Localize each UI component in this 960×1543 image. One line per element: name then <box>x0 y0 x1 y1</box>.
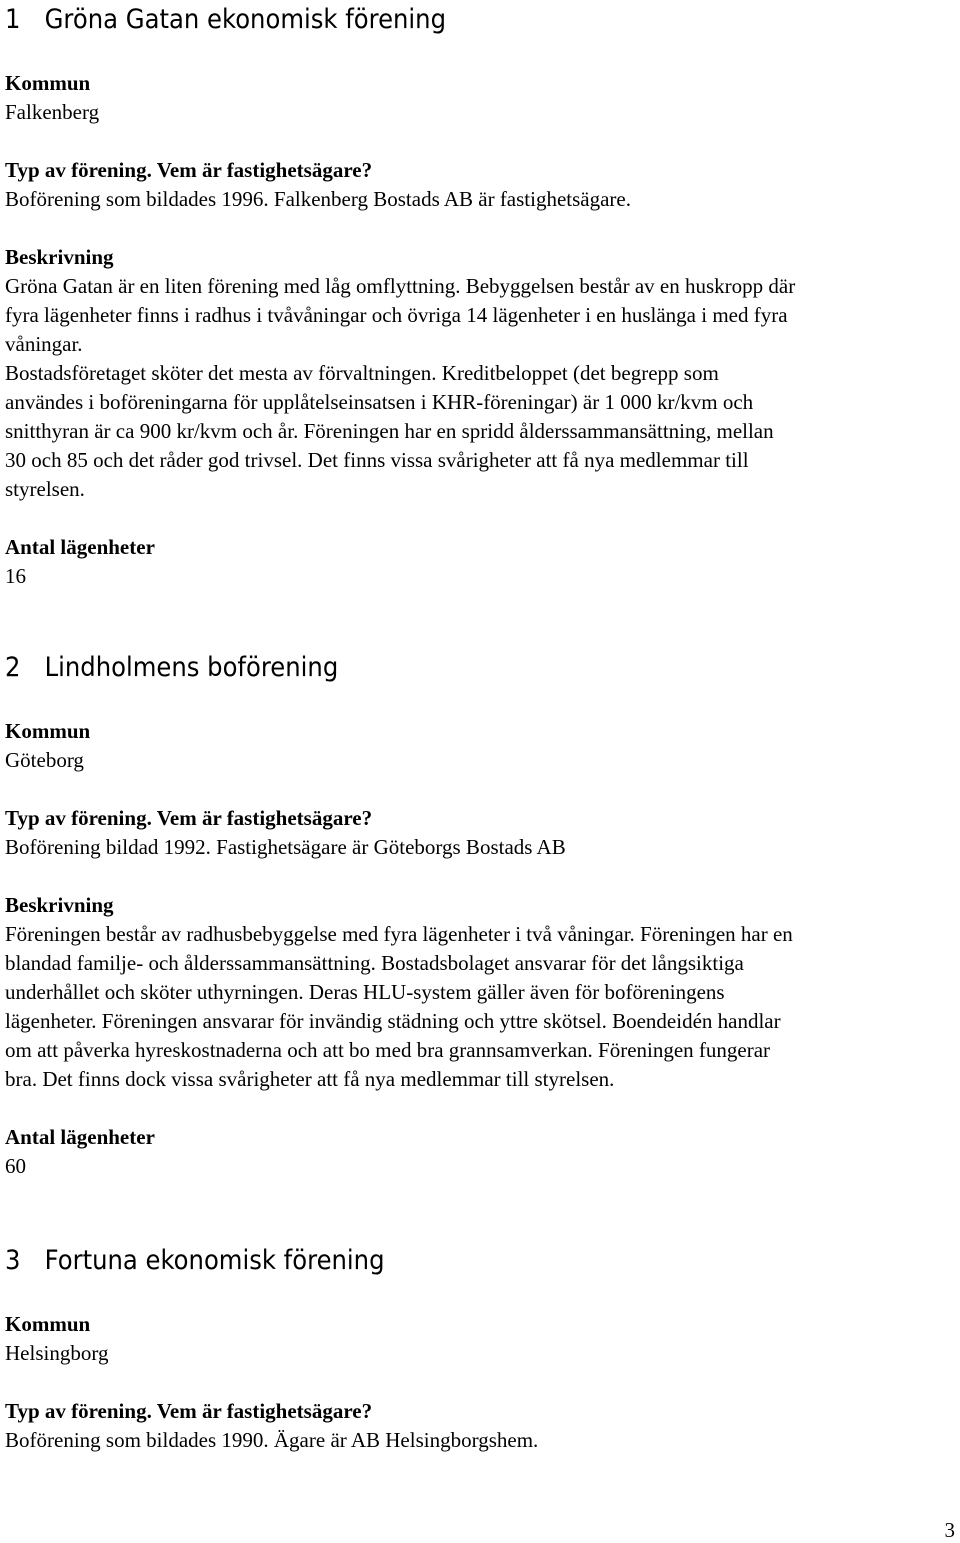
typ-value: Boförening som bildades 1996. Falkenberg Bostads AB är fastighetsägare. <box>5 187 632 211</box>
kommun-value: Göteborg <box>5 748 84 772</box>
beskrivning-text <box>5 920 793 1094</box>
antal-value: 60 <box>5 1154 26 1178</box>
kommun-label: Kommun <box>5 719 91 743</box>
text-line: Bostadsföretaget sköter det mesta av förvaltningen. Kreditbeloppet (det begrepp som <box>5 361 719 385</box>
section-number: 1 <box>5 4 21 35</box>
section-heading <box>5 648 714 688</box>
beskrivning-label: Beskrivning <box>5 245 114 269</box>
text-line: blandad familje- och ålderssammansättning. Bostadsbolaget ansvarar för det långsiktiga <box>5 951 744 975</box>
text-line: Föreningen består av radhusbebyggelse med fyra lägenheter i två våningar. Föreningen har en <box>5 922 793 946</box>
section-1 <box>5 0 795 591</box>
text-line: bra. Det finns dock vissa svårigheter att få nya medlemmar till styrelsen. <box>5 1067 615 1091</box>
beskrivning-text <box>5 272 795 504</box>
text-line: underhållet och sköter uthyrningen. Deras HLU-system gäller även för boföreningens <box>5 980 725 1004</box>
text-line: snitthyran är ca 900 kr/kvm och år. Föreningen har en spridd ålderssammansättning, mellan <box>5 419 774 443</box>
section-title: Fortuna ekonomisk förening <box>44 1245 385 1276</box>
typ-value: Boförening som bildades 1990. Ägare är AB Helsingborgshem. <box>5 1428 539 1452</box>
page-number: 3 <box>944 1518 955 1542</box>
typ-value: Boförening bildad 1992. Fastighetsägare är Göteborgs Bostads AB <box>5 835 566 859</box>
section-2 <box>5 648 793 1181</box>
antal-value: 16 <box>5 564 26 588</box>
typ-label: Typ av förening. Vem är fastighetsägare? <box>5 158 373 182</box>
text-line: användes i boföreningarna för upplåtelseinsatsen i KHR-föreningar) är 1 000 kr/kvm och <box>5 390 754 414</box>
typ-label: Typ av förening. Vem är fastighetsägare? <box>5 1399 373 1423</box>
text-line: styrelsen. <box>5 477 85 501</box>
section-number: 2 <box>5 652 21 683</box>
antal-label: Antal lägenheter <box>5 535 155 559</box>
beskrivning-label: Beskrivning <box>5 893 114 917</box>
section-3 <box>5 1241 538 1455</box>
kommun-label: Kommun <box>5 71 91 95</box>
section-number: 3 <box>5 1245 21 1276</box>
text-line: fyra lägenheter finns i radhus i tvåvåningar och övriga 14 lägenheter i en huslänga i med fyra <box>5 303 788 327</box>
kommun-label: Kommun <box>5 1312 91 1336</box>
section-title: Gröna Gatan ekonomisk förening <box>44 4 447 35</box>
kommun-value: Falkenberg <box>5 100 100 124</box>
kommun-value: Helsingborg <box>5 1341 109 1365</box>
typ-label: Typ av förening. Vem är fastighetsägare? <box>5 806 373 830</box>
section-title: Lindholmens boförening <box>44 652 339 683</box>
text-line: våningar. <box>5 332 83 356</box>
text-line: Gröna Gatan är en liten förening med låg omflyttning. Bebyggelsen består av en huskropp där <box>5 274 796 298</box>
text-line: 30 och 85 och det råder god trivsel. Det finns vissa svårigheter att få nya medlemmar till <box>5 448 749 472</box>
text-line: om att påverka hyreskostnaderna och att bo med bra grannsamverkan. Föreningen fungerar <box>5 1038 771 1062</box>
section-heading <box>5 0 716 40</box>
antal-label: Antal lägenheter <box>5 1125 155 1149</box>
text-line: lägenheter. Föreningen ansvarar för invändig städning och yttre skötsel. Boendeidén handlar <box>5 1009 781 1033</box>
section-heading <box>5 1241 485 1281</box>
